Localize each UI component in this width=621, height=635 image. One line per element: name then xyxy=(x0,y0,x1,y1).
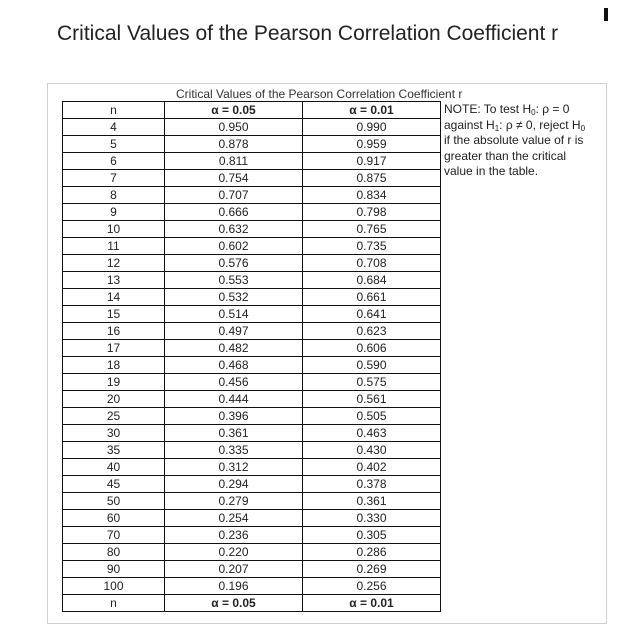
table-caption: Critical Values of the Pearson Correlation Coefficient r xyxy=(176,87,463,101)
cell-n: 30 xyxy=(63,425,165,442)
cell-n: 40 xyxy=(63,459,165,476)
cell-alpha-001: 0.505 xyxy=(303,408,441,425)
note-line-5: value in the table. xyxy=(444,164,539,179)
cell-n: 12 xyxy=(63,255,165,272)
note-text: NOTE: To test H xyxy=(444,102,532,116)
table-row xyxy=(63,510,441,527)
cell-n: 15 xyxy=(63,306,165,323)
page-title: Critical Values of the Pearson Correlation Coefficient r xyxy=(57,22,559,45)
test-note xyxy=(444,102,609,180)
table-row xyxy=(63,578,441,595)
critical-values-table xyxy=(62,101,441,612)
footer-row xyxy=(63,595,441,612)
cell-alpha-001: 0.959 xyxy=(303,136,441,153)
cell-n: 45 xyxy=(63,476,165,493)
cell-n: 11 xyxy=(63,238,165,255)
cell-alpha-001: 0.256 xyxy=(303,578,441,595)
cell-alpha-005: 0.279 xyxy=(165,493,303,510)
cell-n: 50 xyxy=(63,493,165,510)
cell-n: 9 xyxy=(63,204,165,221)
cell-n: 70 xyxy=(63,527,165,544)
cell-alpha-001: 0.286 xyxy=(303,544,441,561)
table-row xyxy=(63,204,441,221)
note-text: : ρ ≠ 0, reject H xyxy=(499,117,581,132)
table-row xyxy=(63,170,441,187)
header-alpha-001: α = 0.01 xyxy=(303,102,441,119)
cell-alpha-005: 0.514 xyxy=(165,306,303,323)
cell-alpha-005: 0.497 xyxy=(165,323,303,340)
cell-alpha-005: 0.254 xyxy=(165,510,303,527)
minimize-mark xyxy=(604,8,608,21)
note-line-4: greater than the critical xyxy=(444,148,567,163)
table-row xyxy=(63,221,441,238)
cell-alpha-005: 0.754 xyxy=(165,170,303,187)
cell-n: 7 xyxy=(63,170,165,187)
note-line-3: if the absolute value of r is xyxy=(444,133,584,148)
cell-alpha-005: 0.361 xyxy=(165,425,303,442)
cell-alpha-005: 0.335 xyxy=(165,442,303,459)
table-body xyxy=(63,119,441,595)
table-row xyxy=(63,255,441,272)
table-row xyxy=(63,442,441,459)
table-row xyxy=(63,425,441,442)
cell-alpha-005: 0.236 xyxy=(165,527,303,544)
cell-alpha-001: 0.917 xyxy=(303,153,441,170)
cell-alpha-005: 0.312 xyxy=(165,459,303,476)
table-row xyxy=(63,187,441,204)
cell-alpha-005: 0.220 xyxy=(165,544,303,561)
cell-n: 5 xyxy=(63,136,165,153)
cell-alpha-001: 0.575 xyxy=(303,374,441,391)
cell-alpha-001: 0.834 xyxy=(303,187,441,204)
table-row xyxy=(63,153,441,170)
cell-n: 90 xyxy=(63,561,165,578)
cell-alpha-005: 0.950 xyxy=(165,119,303,136)
cell-alpha-001: 0.875 xyxy=(303,170,441,187)
cell-alpha-001: 0.765 xyxy=(303,221,441,238)
cell-alpha-001: 0.361 xyxy=(303,493,441,510)
table-row xyxy=(63,561,441,578)
cell-n: 13 xyxy=(63,272,165,289)
cell-alpha-001: 0.798 xyxy=(303,204,441,221)
note-subscript: 1 xyxy=(494,123,500,133)
cell-alpha-005: 0.456 xyxy=(165,374,303,391)
cell-n: 10 xyxy=(63,221,165,238)
cell-n: 17 xyxy=(63,340,165,357)
cell-alpha-005: 0.576 xyxy=(165,255,303,272)
table-row xyxy=(63,391,441,408)
cell-alpha-005: 0.396 xyxy=(165,408,303,425)
footer-n: n xyxy=(63,595,165,612)
cell-alpha-005: 0.602 xyxy=(165,238,303,255)
cell-alpha-001: 0.430 xyxy=(303,442,441,459)
cell-n: 16 xyxy=(63,323,165,340)
cell-n: 6 xyxy=(63,153,165,170)
cell-alpha-005: 0.878 xyxy=(165,136,303,153)
cell-n: 60 xyxy=(63,510,165,527)
table-row xyxy=(63,459,441,476)
cell-alpha-001: 0.684 xyxy=(303,272,441,289)
table-row xyxy=(63,289,441,306)
cell-n: 19 xyxy=(63,374,165,391)
table-row xyxy=(63,340,441,357)
table-row xyxy=(63,493,441,510)
cell-alpha-001: 0.623 xyxy=(303,323,441,340)
cell-alpha-001: 0.590 xyxy=(303,357,441,374)
cell-alpha-005: 0.553 xyxy=(165,272,303,289)
table-row xyxy=(63,357,441,374)
cell-alpha-001: 0.990 xyxy=(303,119,441,136)
cell-alpha-001: 0.378 xyxy=(303,476,441,493)
table-row xyxy=(63,476,441,493)
header-alpha-005: α = 0.05 xyxy=(165,102,303,119)
cell-alpha-001: 0.305 xyxy=(303,527,441,544)
footer-alpha-001: α = 0.01 xyxy=(303,595,441,612)
cell-alpha-005: 0.294 xyxy=(165,476,303,493)
cell-n: 8 xyxy=(63,187,165,204)
cell-alpha-001: 0.641 xyxy=(303,306,441,323)
table-row xyxy=(63,544,441,561)
note-text: : ρ = 0 xyxy=(535,102,570,116)
note-subscript: 0 xyxy=(531,108,536,117)
cell-alpha-005: 0.632 xyxy=(165,221,303,238)
footer-alpha-005: α = 0.05 xyxy=(165,595,303,612)
table-row xyxy=(63,527,441,544)
cell-alpha-001: 0.561 xyxy=(303,391,441,408)
cell-alpha-005: 0.707 xyxy=(165,187,303,204)
table-row xyxy=(63,306,441,323)
cell-n: 100 xyxy=(63,578,165,595)
table-row xyxy=(63,136,441,153)
cell-n: 18 xyxy=(63,357,165,374)
table-row xyxy=(63,374,441,391)
table-row xyxy=(63,272,441,289)
table-row xyxy=(63,323,441,340)
cell-alpha-001: 0.708 xyxy=(303,255,441,272)
header-n: n xyxy=(63,102,165,119)
note-subscript: 0 xyxy=(580,123,586,133)
cell-n: 4 xyxy=(63,119,165,136)
header-row xyxy=(63,102,441,119)
cell-alpha-001: 0.402 xyxy=(303,459,441,476)
cell-alpha-005: 0.444 xyxy=(165,391,303,408)
cell-alpha-001: 0.606 xyxy=(303,340,441,357)
note-text: against H xyxy=(444,117,495,132)
cell-alpha-005: 0.811 xyxy=(165,153,303,170)
cell-alpha-001: 0.661 xyxy=(303,289,441,306)
table-row xyxy=(63,119,441,136)
cell-n: 25 xyxy=(63,408,165,425)
cell-n: 35 xyxy=(63,442,165,459)
cell-alpha-005: 0.196 xyxy=(165,578,303,595)
note-line-1 xyxy=(444,102,609,118)
table-row xyxy=(63,408,441,425)
cell-alpha-001: 0.269 xyxy=(303,561,441,578)
cell-alpha-005: 0.532 xyxy=(165,289,303,306)
cell-n: 14 xyxy=(63,289,165,306)
cell-n: 20 xyxy=(63,391,165,408)
note-line-2 xyxy=(444,118,609,134)
cell-n: 80 xyxy=(63,544,165,561)
cell-alpha-005: 0.468 xyxy=(165,357,303,374)
cell-alpha-001: 0.463 xyxy=(303,425,441,442)
cell-alpha-001: 0.735 xyxy=(303,238,441,255)
table-row xyxy=(63,238,441,255)
cell-alpha-005: 0.666 xyxy=(165,204,303,221)
cell-alpha-001: 0.330 xyxy=(303,510,441,527)
cell-alpha-005: 0.482 xyxy=(165,340,303,357)
cell-alpha-005: 0.207 xyxy=(165,561,303,578)
